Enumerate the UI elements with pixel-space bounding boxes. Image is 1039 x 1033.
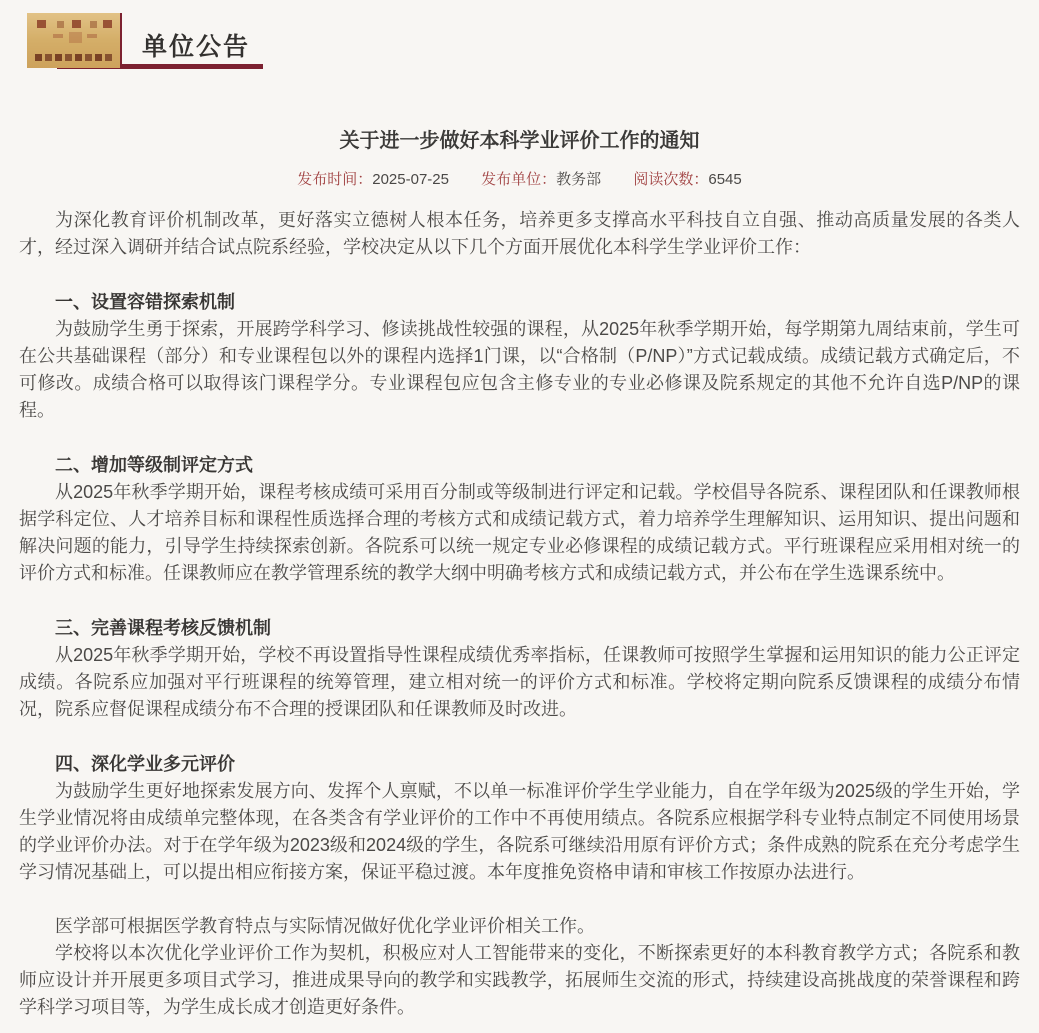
notice-title: 关于进一步做好本科学业评价工作的通知 [339,130,700,152]
meta-read-count-label: 阅读次数： [633,171,709,188]
section-2-body: 从2025年秋季学期开始，课程考核成绩可采用百分制或等级制进行评定和记载。学校倡导各院系、课程团队和任课教师根据学科定位、人才培养目标和课程性质选择合理的考核方式和成绩记载方式，着力培养学生理解知识、运用知识、提出问题和解决问题的能力，引导学生持续探索创新。各院系可以统一规定专业必修课程的成绩记载方式。平行班课程应采用相对统一的评价方式和标准。任课教师应在教学管理系统的教学大纲中明确考核方式和成绩记载方式，并公布在学生选课系统中。 [19,482,1020,583]
meta-publish-time [297,171,449,188]
section-title: 单位公告 [142,33,251,61]
section-4 [19,750,1020,886]
meta-publish-unit [481,171,601,188]
meta-publish-time-label: 发布时间： [297,171,373,188]
closing-paragraph-medical: 医学部可根据医学教育特点与实际情况做好优化学业评价相关工作。 [55,916,595,936]
section-4-body: 为鼓励学生更好地探索发展方向、发挥个人禀赋，不以单一标准评价学生学业能力，自在学年级为2025级的学生开始，学生学业情况将由成绩单完整体现，在各类含有学业评价的工作中不再使用绩点。各院系应根据学科专业特点制定不同使用场景的学业评价办法。对于在学年级为2023级和2024级的学生，各院系可继续沿用原有评价方式；条件成熟的院系在充分考虑学生学习情况基础上，可以提出相应衔接方案，保证平稳过渡。本年度推免资格申请和审核工作按原办法进行。 [19,781,1020,882]
section-3-heading: 三、完善课程考核反馈机制 [55,618,271,638]
section-1 [19,288,1020,424]
section-3-body: 从2025年秋季学期开始，学校不再设置指导性课程成绩优秀率指标，任课教师可按照学生掌握和运用知识的能力公正评定成绩。各院系应加强对平行班课程的统筹管理，建立相对统一的评价方式和标准。学校将定期向院系反馈课程的成绩分布情况，院系应督促课程成绩分布不合理的授课团队和任课教师及时改进。 [19,645,1020,719]
section-1-heading: 一、设置容错探索机制 [55,292,235,312]
page-header [0,0,1039,88]
meta-read-count [633,171,741,188]
section-1-body: 为鼓励学生勇于探索，开展跨学科学习、修读挑战性较强的课程，从2025年秋季学期开始，每学期第九周结束前，学生可在公共基础课程（部分）和专业课程包以外的课程内选择1门课，以“合格制（P/NP）”方式记载成绩。成绩记载方式确定后，不可修改。成绩合格可以取得该门课程学分。专业课程包应包含主修专业的专业必修课及院系规定的其他不允许自选P/NP的课程。 [19,319,1020,420]
section-2-heading: 二、增加等级制评定方式 [55,455,253,475]
section-2 [19,451,1020,587]
section-3 [19,614,1020,723]
meta-publish-unit-label: 发布单位： [481,171,557,188]
intro-paragraph: 为深化教育评价机制改革，更好落实立德树人根本任务，培养更多支撑高水平科技自立自强、推动高质量发展的各类人才，经过深入调研并结合试点院系经验，学校决定从以下几个方面开展优化本科学生学业评价工作： [19,210,1020,257]
meta-read-count-value: 6545 [708,171,742,188]
meta-publish-unit-value: 教务部 [556,171,602,188]
meta-publish-time-value: 2025-07-25 [372,171,449,188]
closing-paragraph-final: 学校将以本次优化学业评价工作为契机，积极应对人工智能带来的变化，不断探索更好的本科教育教学方式；各院系和教师应设计并开展更多项目式学习，推进成果导向的教学和实践教学，拓展师生交流的形式，持续建设高挑战度的荣誉课程和跨学科学习项目等，为学生成长成才创造更好条件。 [19,943,1020,1017]
notice-article [0,124,1039,1021]
announcement-logo-image [27,13,120,68]
certificate-icon [27,13,120,68]
notice-meta [19,168,1020,189]
section-4-heading: 四、深化学业多元评价 [55,754,235,774]
